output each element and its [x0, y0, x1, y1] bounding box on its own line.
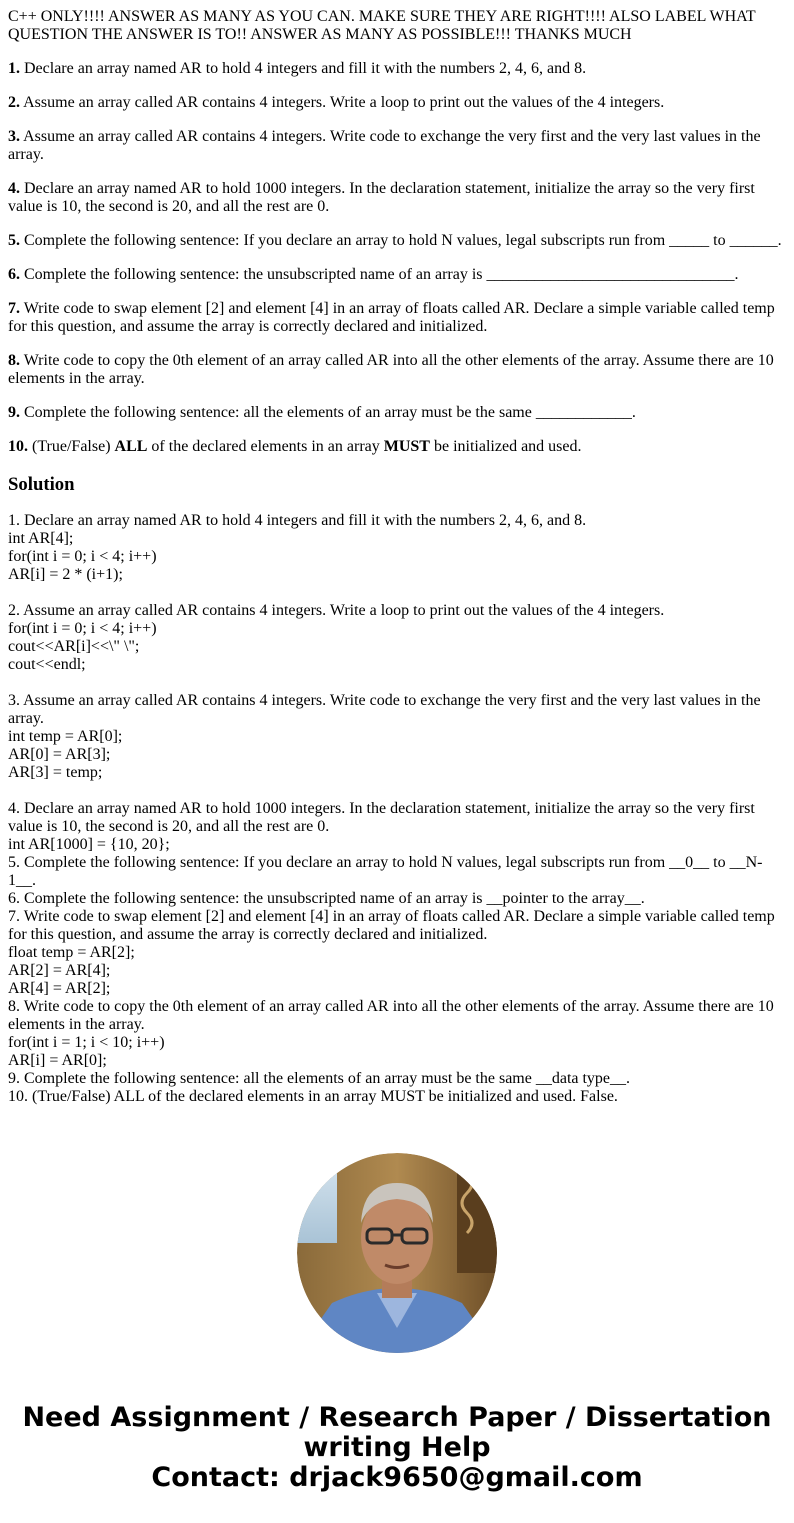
question-6: 6. Complete the following sentence: the unsubscripted name of an array is _______________________________. — [8, 266, 739, 283]
solution-heading: Solution — [8, 474, 75, 495]
answer-3: 3. Assume an array called AR contains 4 integers. Write code to exchange the very first and the very last values in the array. int temp = AR[0]; AR[0] = AR[3]; AR[3] = temp; — [8, 692, 765, 781]
question-3: 3. Assume an array called AR contains 4 integers. Write code to exchange the very first and the very last values in the array. — [8, 128, 761, 163]
question-10: 10. (True/False) ALL of the declared elements in an array MUST be initialized and used. — [8, 438, 582, 455]
answer-1: 1. Declare an array named AR to hold 4 integers and fill it with the numbers 2, 4, 6, and 8. int AR[4]; for(int i = 0; i < 4; i++) AR[i] = 2 * (i+1); — [8, 512, 587, 583]
question-5: 5. Complete the following sentence: If you declare an array to hold N values, legal subscripts run from _____ to ______. — [8, 232, 782, 249]
question-intro: C++ ONLY!!!! ANSWER AS MANY AS YOU CAN. MAKE SURE THEY ARE RIGHT!!!! ALSO LABEL WHAT QUESTION THE ANSWER IS TO!! ANSWER AS MANY AS POSSIBLE!!! THANKS MUCH — [8, 8, 756, 43]
answer-2: 2. Assume an array called AR contains 4 integers. Write a loop to print out the values of the 4 integers. for(int i = 0; i < 4; i++) cout<<AR[i]<<\" \"; cout<<endl; — [8, 602, 665, 673]
promo-line-2: writing Help — [303, 1432, 491, 1463]
question-9: 9. Complete the following sentence: all the elements of an array must be the same ____________. — [8, 404, 636, 421]
question-8: 8. Write code to copy the 0th element of an array called AR into all the other elements of the array. Assume there are 10 elements in the array. — [8, 352, 774, 387]
promo-banner — [0, 1403, 794, 1493]
promo-line-1: Need Assignment / Research Paper / Dissertation — [22, 1402, 772, 1433]
question-2: 2. Assume an array called AR contains 4 integers. Write a loop to print out the values of the 4 integers. — [8, 94, 665, 111]
answer-4-to-10: 4. Declare an array named AR to hold 1000 integers. In the declaration statement, initialize the array so the very first value is 10, the second is 20, and all the rest are 0. int AR[1000] = {10, 20}; 5. Complete the following sentence: If you declare an array to hold N values, legal subscripts run from __0__ to __N-1__. 6. Complete the following sentence: the unsubscripted name of an array is __pointer to the array__. 7. Write code to swap element [2] and element [4] in an array of floats called AR. Declare a simple variable called temp for this question, and assume the array is correctly declared and initialized. float temp = AR[2]; AR[2] = AR[4]; AR[4] = AR[2]; 8. Write code to copy the 0th element of an array called AR into all the other elements of the array. Assume there are 10 elements in the array. for(int i = 1; i < 10; i++) AR[i] = AR[0]; 9. Complete the following sentence: all the elements of an array must be the same __data type__. 10. (True/False) ALL of the declared elements in an array MUST be initialized and used. False. — [8, 800, 779, 1105]
question-7: 7. Write code to swap element [2] and element [4] in an array of floats called AR. Declare a simple variable called temp for this question, and assume the array is correctly declared and initialized. — [8, 300, 775, 335]
question-4: 4. Declare an array named AR to hold 1000 integers. In the declaration statement, initialize the array so the very first value is 10, the second is 20, and all the rest are 0. — [8, 180, 755, 215]
promo-contact: Contact: drjack9650@gmail.com — [151, 1462, 643, 1493]
author-avatar — [297, 1153, 497, 1353]
question-1: 1. Declare an array named AR to hold 4 integers and fill it with the numbers 2, 4, 6, and 8. — [8, 60, 587, 77]
author-photo — [297, 1153, 497, 1353]
